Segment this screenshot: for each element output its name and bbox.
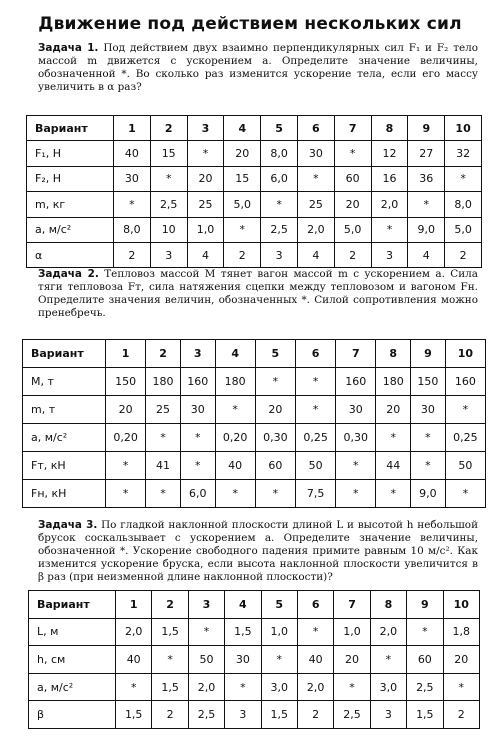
table-header-cell: 3 (188, 591, 224, 619)
table-cell: * (408, 192, 445, 217)
table-cell: 36 (408, 166, 445, 191)
row-label-cell: F₁, Н (27, 141, 114, 166)
table-cell: 15 (224, 166, 261, 191)
table-header-cell: 4 (224, 116, 261, 141)
row-label-cell: F₂, Н (27, 166, 114, 191)
table-cell: * (261, 192, 298, 217)
table-header-cell: 1 (116, 591, 152, 619)
table-cell: * (371, 217, 408, 242)
table-header-cell: Вариант (27, 116, 114, 141)
task2-label: Задача 2. (38, 268, 99, 280)
table-cell: 20 (187, 166, 224, 191)
table-header-cell: Вариант (29, 591, 116, 619)
table-cell: 0,20 (106, 424, 146, 452)
table-cell: * (114, 192, 151, 217)
table-cell: 44 (376, 452, 411, 480)
table-cell: 15 (150, 141, 187, 166)
table-cell: * (215, 480, 255, 508)
table-cell: 50 (445, 452, 485, 480)
table-cell: * (180, 424, 215, 452)
table-cell: 2 (445, 242, 482, 267)
table-cell: 16 (371, 166, 408, 191)
row-label-cell: M, т (23, 368, 106, 396)
task2-statement (38, 268, 478, 320)
table-cell: 6,0 (180, 480, 215, 508)
row-label-cell: m, кг (27, 192, 114, 217)
table-header-cell: 10 (445, 116, 482, 141)
table-cell: * (376, 480, 411, 508)
table-header-cell: 7 (334, 116, 371, 141)
table-cell: * (295, 368, 335, 396)
task1-label: Задача 1. (38, 42, 99, 54)
row-label-cell: α (27, 242, 114, 267)
table-cell: * (376, 424, 411, 452)
table-cell: 50 (295, 452, 335, 480)
table-cell: * (443, 673, 479, 701)
table-cell: 30 (411, 396, 446, 424)
table-cell: 160 (445, 368, 485, 396)
table-cell: * (255, 480, 295, 508)
row-label-cell: h, см (29, 646, 116, 674)
table-cell: 7,5 (295, 480, 335, 508)
table-cell: * (152, 646, 188, 674)
table-cell: 40 (114, 141, 151, 166)
table-cell: 2 (114, 242, 151, 267)
table-cell: * (297, 166, 334, 191)
table-cell: * (225, 673, 261, 701)
table-cell: * (445, 396, 485, 424)
table-cell: 5,0 (334, 217, 371, 242)
table-cell: 150 (106, 368, 146, 396)
table-cell: 6,0 (261, 166, 298, 191)
task3-statement (38, 519, 478, 584)
table-cell: 1,5 (116, 701, 152, 729)
table-cell: 1,0 (261, 618, 297, 646)
table-header-cell: 2 (152, 591, 188, 619)
table-cell: * (106, 452, 146, 480)
task1-table (26, 115, 482, 268)
task1-text: Под действием двух взаимно перпендикулярных сил F₁ и F₂ тело массой m движется с ускорением a. Определите значение величины, обозначенной *. Во сколько раз изменится ускорение тела, если его массу увеличить в α раз? (38, 42, 478, 93)
table-cell: 40 (297, 646, 333, 674)
table-cell: 2,5 (188, 701, 224, 729)
table-cell: 4 (408, 242, 445, 267)
table-header-cell: 5 (255, 340, 295, 368)
table-cell: 3 (371, 242, 408, 267)
table-cell: 8,0 (114, 217, 151, 242)
task2-text: Тепловоз массой M тянет вагон массой m с ускорением a. Сила тяги тепловоза Fт, сила натяжения сцепки между тепловозом и вагоном Fн. Определите значения величин, обозначенных *. Силой сопротивления можно пренебречь. (38, 268, 478, 319)
table-cell: * (411, 424, 446, 452)
row-label-cell: β (29, 701, 116, 729)
row-label-cell: Fн, кН (23, 480, 106, 508)
table-cell: 25 (187, 192, 224, 217)
table-header-cell: 6 (297, 591, 333, 619)
table-cell: 1,5 (225, 618, 261, 646)
table-cell: 1,8 (443, 618, 479, 646)
table-row (27, 141, 482, 166)
table-cell: 27 (408, 141, 445, 166)
table-cell: * (334, 673, 370, 701)
table-cell: * (336, 452, 376, 480)
table-cell: 3 (261, 242, 298, 267)
table-cell: 2 (224, 242, 261, 267)
table-header-cell: 1 (106, 340, 146, 368)
table-cell: 30 (297, 141, 334, 166)
table-cell: 10 (150, 217, 187, 242)
table-cell: 2,0 (188, 673, 224, 701)
table-cell: 2 (334, 242, 371, 267)
table-cell: 1,0 (187, 217, 224, 242)
table-header-cell: 3 (187, 116, 224, 141)
table-cell: * (116, 673, 152, 701)
table-cell: 2,5 (407, 673, 443, 701)
table-cell: 2,0 (370, 618, 406, 646)
table-cell: 40 (215, 452, 255, 480)
table-cell: 30 (180, 396, 215, 424)
table-cell: 180 (146, 368, 181, 396)
row-label-cell: a, м/с² (23, 424, 106, 452)
table-cell: * (261, 646, 297, 674)
task3-table (28, 590, 480, 729)
table-cell: 180 (376, 368, 411, 396)
table-cell: 2,5 (261, 217, 298, 242)
table-cell: * (445, 480, 485, 508)
task3-text: По гладкой наклонной плоскости длиной L и высотой h небольшой брусок соскальзывает с ускорением a. Определите значение величины, обозначенной *. Ускорение свободного падения примите равным 10 м/с². Как изменится ускорение бруска, если высота наклонной плоскости увеличится в β раз (при неизменной длине наклонной плоскости)? (38, 519, 478, 583)
table-cell: 8,0 (261, 141, 298, 166)
page-title: Движение под действием нескольких сил (38, 14, 462, 34)
table-cell: 30 (114, 166, 151, 191)
table-cell: 20 (376, 396, 411, 424)
table-cell: * (215, 396, 255, 424)
table-cell: 20 (224, 141, 261, 166)
table-cell: * (370, 646, 406, 674)
table-cell: 0,30 (336, 424, 376, 452)
table-cell: 2 (152, 701, 188, 729)
row-label-cell: Fт, кН (23, 452, 106, 480)
table-header-cell: 8 (370, 591, 406, 619)
table-cell: 50 (188, 646, 224, 674)
table-cell: 4 (297, 242, 334, 267)
table-cell: 0,20 (215, 424, 255, 452)
table-row (23, 480, 486, 508)
table-cell: * (336, 480, 376, 508)
table-cell: 60 (407, 646, 443, 674)
table-row (23, 452, 486, 480)
table-header-row (29, 591, 480, 619)
table-cell: 2,0 (116, 618, 152, 646)
table-cell: * (255, 368, 295, 396)
table-cell: 2 (443, 701, 479, 729)
table-cell: 20 (334, 646, 370, 674)
table-header-cell: 5 (261, 591, 297, 619)
table-header-cell: 2 (146, 340, 181, 368)
table-cell: 20 (334, 192, 371, 217)
table-cell: * (295, 396, 335, 424)
table-row (23, 368, 486, 396)
table-cell: 1,5 (152, 673, 188, 701)
table-cell: * (188, 618, 224, 646)
table-row (23, 396, 486, 424)
table-cell: 1,0 (334, 618, 370, 646)
table-header-cell: 6 (297, 116, 334, 141)
table-cell: * (407, 618, 443, 646)
table-cell: 30 (336, 396, 376, 424)
table-header-cell: 7 (334, 591, 370, 619)
table-cell: 20 (106, 396, 146, 424)
table-header-cell: 8 (376, 340, 411, 368)
table-cell: * (445, 166, 482, 191)
table-cell: 4 (187, 242, 224, 267)
row-label-cell: L, м (29, 618, 116, 646)
table-cell: * (150, 166, 187, 191)
table-header-row (23, 340, 486, 368)
table-row (27, 166, 482, 191)
table-cell: 20 (255, 396, 295, 424)
table-header-cell: Вариант (23, 340, 106, 368)
table-cell: 32 (445, 141, 482, 166)
table-row (29, 701, 480, 729)
table-cell: 3,0 (370, 673, 406, 701)
table-row (27, 192, 482, 217)
table-row (27, 242, 482, 267)
table-cell: 5,0 (445, 217, 482, 242)
table-header-row (27, 116, 482, 141)
table-cell: 60 (334, 166, 371, 191)
table-cell: * (224, 217, 261, 242)
table-cell: * (297, 618, 333, 646)
table-cell: * (187, 141, 224, 166)
table-row (29, 618, 480, 646)
table-cell: 9,0 (411, 480, 446, 508)
table-header-cell: 6 (295, 340, 335, 368)
table-cell: 8,0 (445, 192, 482, 217)
table-cell: 1,5 (261, 701, 297, 729)
table-header-cell: 3 (180, 340, 215, 368)
table-cell: * (334, 141, 371, 166)
row-label-cell: a, м/с² (27, 217, 114, 242)
table-cell: 60 (255, 452, 295, 480)
table-cell: 1,5 (152, 618, 188, 646)
table-row (29, 646, 480, 674)
table-cell: 25 (297, 192, 334, 217)
table-header-cell: 1 (114, 116, 151, 141)
table-cell: 2 (297, 701, 333, 729)
row-label-cell: m, т (23, 396, 106, 424)
table-cell: 3 (150, 242, 187, 267)
table-header-cell: 7 (336, 340, 376, 368)
table-row (23, 424, 486, 452)
table-cell: 180 (215, 368, 255, 396)
table-cell: * (146, 424, 181, 452)
table-cell: 2,5 (334, 701, 370, 729)
table-cell: * (106, 480, 146, 508)
task1-statement (38, 42, 478, 94)
table-cell: * (180, 452, 215, 480)
table-header-cell: 2 (150, 116, 187, 141)
table-header-cell: 9 (408, 116, 445, 141)
table-cell: 9,0 (408, 217, 445, 242)
table-header-cell: 4 (225, 591, 261, 619)
table-header-cell: 5 (261, 116, 298, 141)
table-cell: 150 (411, 368, 446, 396)
table-cell: 41 (146, 452, 181, 480)
table-cell: 0,30 (255, 424, 295, 452)
table-header-cell: 10 (443, 591, 479, 619)
table-cell: * (411, 452, 446, 480)
table-cell: 3 (225, 701, 261, 729)
table-cell: 5,0 (224, 192, 261, 217)
row-label-cell: a, м/с² (29, 673, 116, 701)
table-cell: 2,0 (297, 673, 333, 701)
table-cell: 2,0 (371, 192, 408, 217)
table-cell: 0,25 (445, 424, 485, 452)
table-cell: 3,0 (261, 673, 297, 701)
table-cell: 40 (116, 646, 152, 674)
table-cell: 30 (225, 646, 261, 674)
table-header-cell: 9 (411, 340, 446, 368)
table-header-cell: 9 (407, 591, 443, 619)
task3-label: Задача 3. (38, 519, 98, 531)
table-row (27, 217, 482, 242)
table-header-cell: 10 (445, 340, 485, 368)
table-header-cell: 4 (215, 340, 255, 368)
table-cell: 3 (370, 701, 406, 729)
table-header-cell: 8 (371, 116, 408, 141)
table-cell: 25 (146, 396, 181, 424)
table-cell: 2,0 (297, 217, 334, 242)
table-cell: 12 (371, 141, 408, 166)
table-cell: * (146, 480, 181, 508)
table-cell: 1,5 (407, 701, 443, 729)
table-cell: 160 (180, 368, 215, 396)
table-row (29, 673, 480, 701)
table-cell: 0,25 (295, 424, 335, 452)
task2-table (22, 339, 486, 508)
table-cell: 2,5 (150, 192, 187, 217)
table-cell: 160 (336, 368, 376, 396)
table-cell: 20 (443, 646, 479, 674)
